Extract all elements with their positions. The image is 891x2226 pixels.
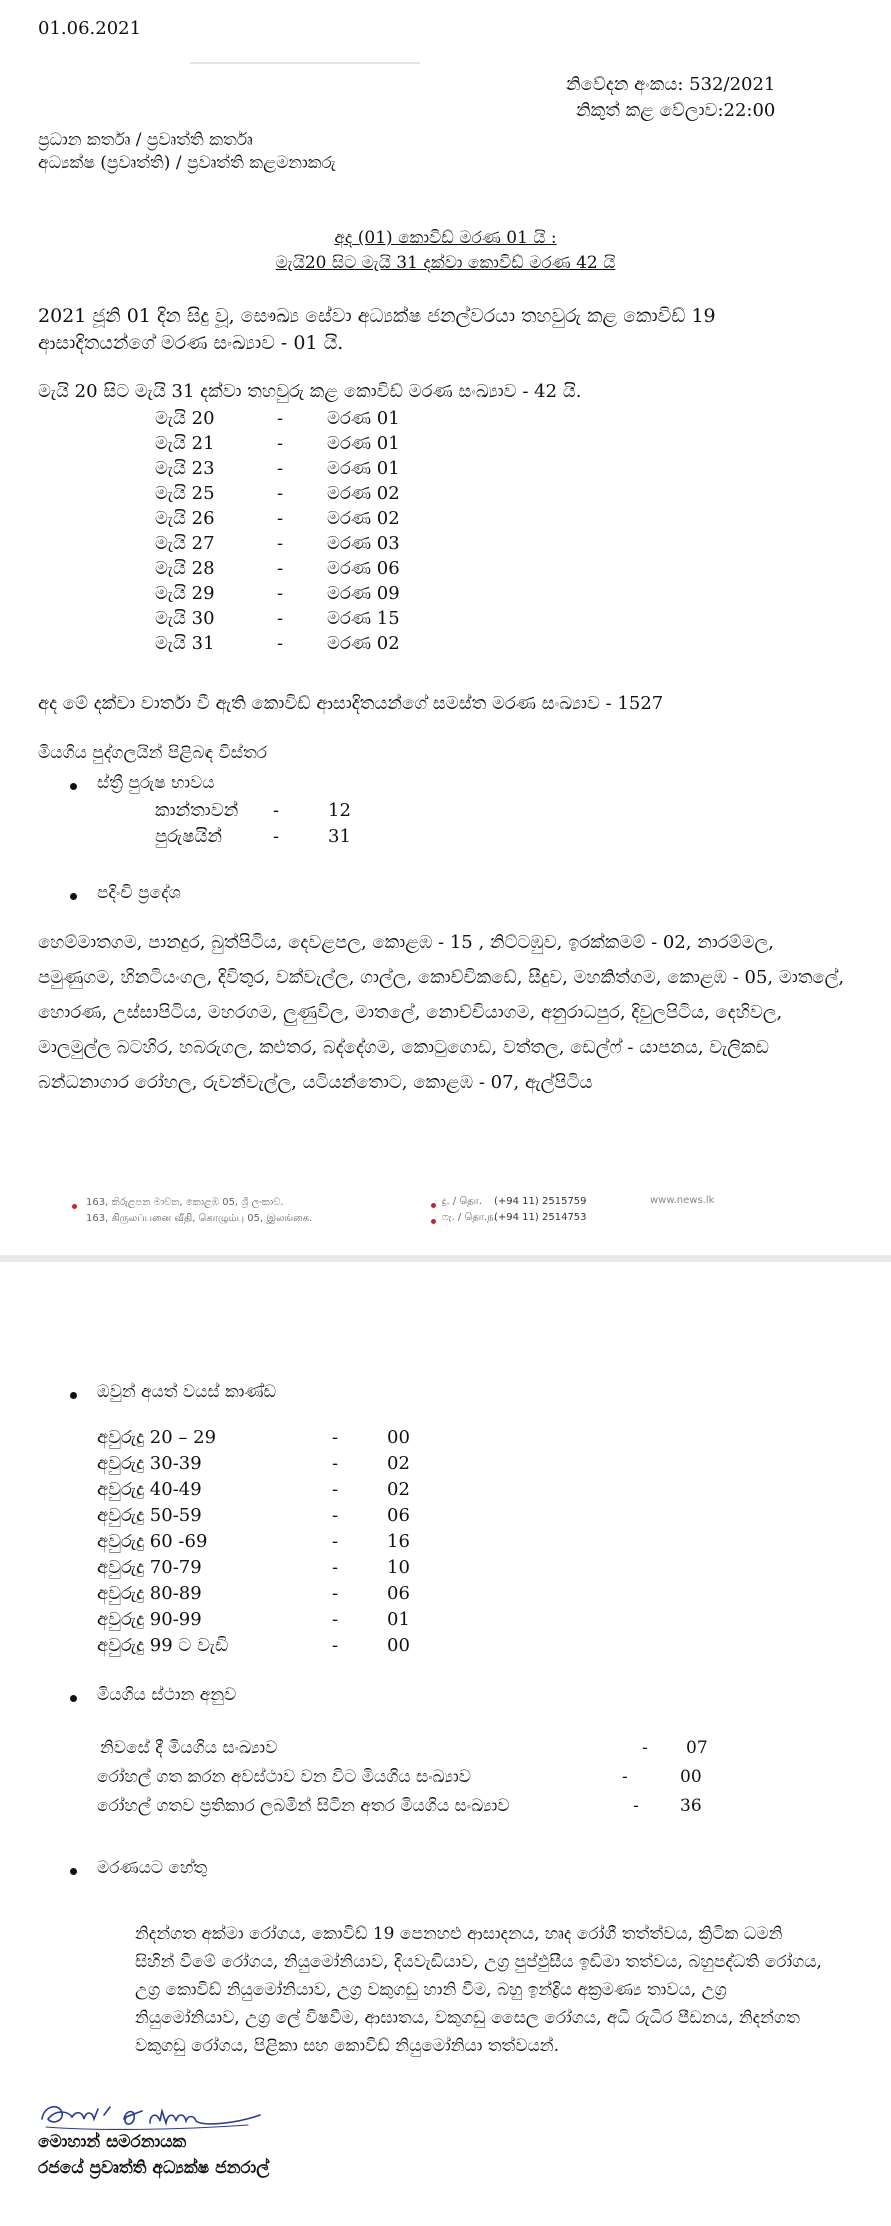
phone-icon [431, 1203, 436, 1208]
list-item: මැයි 26 - මරණ 02 [155, 508, 400, 529]
release-time: නිකුත් කළ වේලාව:22:00 [576, 100, 776, 121]
list-item: මැයි 28 - මරණ 06 [155, 558, 400, 579]
list-item: අවුරුදු 70-79 - 10 [97, 1557, 410, 1578]
causes-heading: මරණයට හේතු [97, 1858, 208, 1878]
faint-scan-mark [190, 62, 420, 64]
recipient-line-2: අධ්‍යක්ෂ (ප්‍රවෘත්ති) / ප්‍රවෘත්ති කළමනාකරු [38, 153, 336, 173]
causes-text: නිදන්ගත අක්මා රෝගය, කොවිඩ් 19 පෙනහළු ආසාදනය, හෘද රෝගී තත්ත්වය, ක්‍රිටික ධමනි සිහින් වීමේ රෝගය, නියුමෝනියාව, දියවැඩියාව, උග්‍ර පුප්ඵුසීය ඉඩිමා තත්වය, බහුපද්ධති රෝගය, උග්‍ර කොවිඩ් නියුමෝනියාව, උග්‍ර වකුගඩු හානි වීම, බහු ඉන්ද්‍රිය අක්‍රමණ්‍ය තාවය, උග්‍ර නියුමෝනියාව, උග්‍ර ලේ විෂවීම, ආඝාතය, වකුගඩු සෛල රෝගය, අධි රුධිර පීඩනය, නිදන්ගත වකුගඩු රෝගය, පිළිකා සහ කොවිඩ් නියුමෝනියා තත්වයන්. [135, 1924, 822, 2056]
intro-line-2: ආසාදිතයන්ගේ මරණ සංඛ්‍යාව - 01 යි. [38, 332, 344, 354]
list-item: අවුරුදු 30-39 - 02 [97, 1453, 410, 1474]
signature-image [38, 2097, 268, 2137]
list-item: මැයි 30 - මරණ 15 [155, 608, 400, 629]
may-summary: මැයි 20 සිට මැයි 31 දක්වා තහවුරු කළ කොවිඩ් මරණ සංඛ්‍යාව - 42 යි. [38, 381, 582, 402]
footer-address-ta: 163, கிருலப்பனை வீதி, கொழும்பு 05, இலங்கை. [86, 1213, 313, 1224]
signatory-name: මොහාන් සමරනායක [38, 2132, 187, 2152]
total-deaths-line: අද මේ දක්වා වාර්තා වී ඇති කොවිඩ් ආසාදිතයන්ගේ සමස්ත මරණ සංඛ්‍යාව - 1527 [38, 693, 664, 714]
gender-heading: ස්ත්‍රී පුරුෂ භාවය [97, 773, 215, 793]
bullet-icon [70, 1868, 77, 1875]
list-item: අවුරුදු 60 -69 - 16 [97, 1531, 410, 1552]
list-item: මැයි 21 - මරණ 01 [155, 433, 400, 454]
list-item: රෝහල් ගත කරන අවස්ථාව වන විට මියගිය සංඛ්‍යාව - 00 [97, 1767, 702, 1787]
signatory-title: රජයේ ප්‍රවෘත්ති අධ්‍යක්ෂ ජනරාල් [38, 2158, 270, 2178]
footer-tel: (+94 11) 2515759 [494, 1196, 587, 1207]
footer-fax-label: ෆැ. / தொ.ந. [442, 1212, 497, 1223]
list-item: මැයි 31 - මරණ 02 [155, 633, 400, 654]
fax-icon [431, 1219, 436, 1224]
list-item: මැයි 23 - මරණ 01 [155, 458, 400, 479]
bullet-icon [70, 783, 77, 790]
recipient-line-1: ප්‍රධාන කර්තෘ / ප්‍රවෘත්ති කර්තෘ [38, 130, 253, 150]
list-item: නිවසේ දී මියගිය සංඛ්‍යාව - 07 [100, 1738, 708, 1758]
bullet-icon [70, 1392, 77, 1399]
list-item: අවුරුදු 90-99 - 01 [97, 1609, 410, 1630]
headline-line-2: මැයි20 සිට මැයි 31 දක්වා කොවිඩ් මරණ 42 යි [275, 253, 616, 273]
list-item: මැයි 29 - මරණ 09 [155, 583, 400, 604]
place-of-death-heading: මියගිය ස්ථාන අනුව [97, 1685, 237, 1705]
list-item: අවුරුදු 99 ට වැඩි - 00 [97, 1635, 410, 1656]
bullet-icon [70, 1695, 77, 1702]
list-item: මැයි 25 - මරණ 02 [155, 483, 400, 504]
list-item: අවුරුදු 80-89 - 06 [97, 1583, 410, 1604]
footer-fax: (+94 11) 2514753 [494, 1212, 587, 1223]
page-2 [0, 1262, 891, 2226]
page-separator [0, 1255, 891, 1262]
list-item: මැයි 27 - මරණ 03 [155, 533, 400, 554]
footer-website: www.news.lk [650, 1195, 715, 1206]
bullet-icon [70, 893, 77, 900]
intro-line-1: 2021 ජූනි 01 දින සිදු වූ, සෞඛ්‍ය සේවා අධ්‍යක්ෂ ජනල්වරයා තහවුරු කළ කොවිඩ් 19 [38, 305, 716, 327]
list-item: අවුරුදු 50-59 - 06 [97, 1505, 410, 1526]
list-item: අවුරුදු 20 – 29 - 00 [97, 1427, 410, 1448]
address-marker-icon [72, 1204, 77, 1209]
residence-areas: හෙම්මාතගම, පානදුර, බුත්පිටිය, දෙවළපල, කොළඹ - 15 , නිට්ටඹුව, ඉරක්කමම් - 02, නාරම්මල, පමුණුගම, හිනටියංගල, දිවිතුර, වක්වැල්ල, ගාල්ල, කොච්චිකඩේ, සීදුව, මහකිත්ගම, කොළඹ - 05, මාතලේ, හොරණ, උස්සාපිටිය, මහරගම, ලුණුවිල, මාතලේ, නොච්චියාගම, අනුරාධපුර, දිවුලපිටිය, දෙහිවල, මාලමුල්ල බටහිර, හබරුගල, කළුතර, බද්දේගම, කොටුගොඩ, වත්තල, ඩෙල්ෆ් - යාපනය, වැලිකඩ බන්ධනාගාර රෝහල, රුවන්වැල්ල, යටියන්තොට, කොළඹ - 07, ඇල්පිටිය [38, 932, 845, 1093]
list-item: කාන්තාවන් - 12 [155, 800, 351, 821]
release-number: නිවේදන අංකය: 532/2021 [566, 74, 776, 95]
release-date: 01.06.2021 [38, 18, 142, 39]
list-item: රෝහල් ගතව ප්‍රතිකාර ලබමින් සිටින අතර මියගිය සංඛ්‍යාව - 36 [97, 1796, 702, 1816]
list-item: අවුරුදු 40-49 - 02 [97, 1479, 410, 1500]
list-item: මැයි 20 - මරණ 01 [155, 408, 400, 429]
headline-line-1: අද (01) කොවිඩ් මරණ 01 යි : [334, 228, 557, 248]
age-heading: ඔවුන් අයත් වයස් කාණ්ඩ [97, 1382, 277, 1402]
footer-address-si: 163, කිරුළපන මාවත, කොළඹ 05, ශ්‍රී ලංකාව. [86, 1197, 284, 1208]
residence-heading: පදිංචි ප්‍රදේශ [97, 883, 181, 903]
footer-tel-label: දු. / தொ. [442, 1196, 483, 1207]
details-heading: මියගිය පුද්ගලයින් පිළිබඳ විස්තර [38, 743, 268, 763]
list-item: පුරුෂයින් - 31 [155, 826, 351, 847]
